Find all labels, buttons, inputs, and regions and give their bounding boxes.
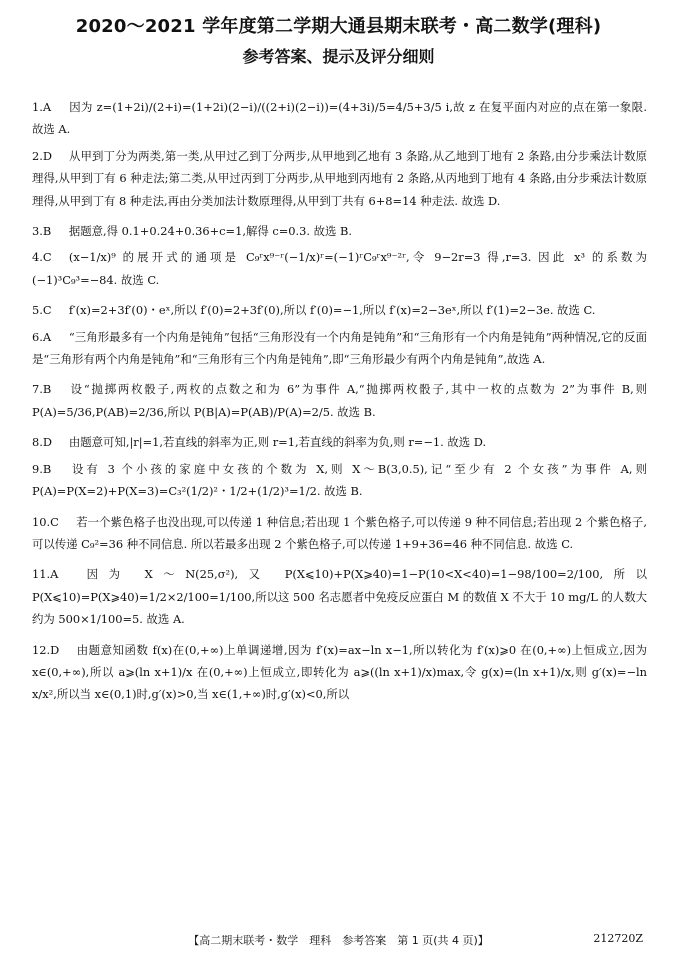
document-title: 2020～2021 学年度第二学期大通县期末联考・高二数学(理科) <box>75 16 602 37</box>
footer-code: 212720Z <box>593 932 643 945</box>
answer-item-6: 6.A “三角形最多有一个内角是钝角”包括“三角形没有一个内角是钝角”和“三角形有一个内角是钝角”两种情况,它的反面是“三角形有两个内角是钝角”和“三角形有三个内角是钝角”,即“三角形最少有两个内角是钝角”,故选 A. <box>32 329 647 367</box>
answer-item-8: 8.D 由题意可知,|r|=1,若直线的斜率为正,则 r=1,若直线的斜率为负,则 r=−1. 故选 D. <box>32 435 487 450</box>
answer-item-1: 1.A 因为 z=(1+2i)/(2+i)=(1+2i)(2−i)/((2+i)(2−i))=(4+3i)/5=4/5+3/5 i,故 z 在复平面内对应的点在第一象限. 故选 A. <box>32 100 647 137</box>
answer-item-2: 2.D 从甲到丁分为两类,第一类,从甲过乙到丁分两步,从甲地到乙地有 3 条路,从乙地到丁地有 2 条路,由分步乘法计数原理得,从甲到丁有 6 种走法;第二类,从甲过丙到丁分两步,从甲地到丙地有 2 条路,从丙地到丁地有 4 条路,由分步乘法计数原理得,从甲到丁有 8 种走法,再由分类加法计数原理得,从甲到丁共有 6+8=14 种走法. 故选 D. <box>32 148 647 208</box>
answer-item-3: 3.B 据题意,得 0.1+0.24+0.36+c=1,解得 c=0.3. 故选 B. <box>32 224 353 239</box>
answer-item-5: 5.C f′(x)=2+3f′(0)・eˣ,所以 f′(0)=2+3f′(0),所以 f′(0)=−1,所以 f′(x)=2−3eˣ,所以 f′(1)=2−3e. 故选 C. <box>32 303 596 318</box>
answer-item-11: 11.A 因为 X～N(25,σ²),又 P(X⩽10)+P(X⩾40)=1−P(10<X<40)=1−98/100=2/100,所以 P(X⩽10)=P(X⩾40)=1/2×2/100=1/100,所以这 500 名志愿者中免疫反应蛋白 M 的数值 X 不大于 10 mg/L 的人数大约为 500×1/100=5. 故选 A. <box>32 567 647 627</box>
answer-list <box>32 96 647 710</box>
answer-item-4: 4.C (x−1/x)⁹ 的展开式的通项是 C₉ʳx⁹⁻ʳ(−1/x)ʳ=(−1)ʳC₉ʳx⁹⁻²ʳ,令 9−2r=3 得,r=3. 因此 x³ 的系数为(−1)³C₉³=−84. 故选 C. <box>32 250 647 287</box>
answer-item-12: 12.D 由题意知函数 f(x)在(0,+∞)上单调递增,因为 f′(x)=ax−ln x−1,所以转化为 f′(x)⩾0 在(0,+∞)上恒成立,因为 x∈(0,+∞),所以 a⩾(ln x+1)/x 在(0,+∞)上恒成立,即转化为 a⩾((ln x+1)/x)max,令 g(x)=(ln x+1)/x,则 g′(x)=−ln x/x²,所以当 x∈(0,1)时,g′(x)>0,当 x∈(1,+∞)时,g′(x)<0,所以 <box>32 642 647 702</box>
footer-page-info: 【高二期末联考・数学 理科 参考答案 第 1 页(共 4 页)】 <box>188 934 489 947</box>
answer-item-7: 7.B 设“抛掷两枚骰子,两枚的点数之和为 6”为事件 A,“抛掷两枚骰子,其中一枚的点数为 2”为事件 B,则 P(A)=5/36,P(AB)=2/36,所以 P(B|A)=P(AB)/P(A)=2/5. 故选 B. <box>32 382 647 419</box>
answer-item-9: 9.B 设有 3 个小孩的家庭中女孩的个数为 X,则 X～B(3,0.5),记“至少有 2 个女孩”为事件 A,则 P(A)=P(X=2)+P(X=3)=C₃²(1/2)²・1/2+(1/2)³=1/2. 故选 B. <box>32 461 647 499</box>
document-subtitle: 参考答案、提示及评分细则 <box>242 47 435 66</box>
answer-item-10: 10.C 若一个紫色格子也没出现,可以传递 1 种信息;若出现 1 个紫色格子,可以传递 9 种不同信息;若出现 2 个紫色格子,可以传递 C₉²=36 种不同信息. 所以若最多出现 2 个紫色格子,可以传递 1+9+36=46 种不同信息. 故选 C. <box>32 514 647 551</box>
